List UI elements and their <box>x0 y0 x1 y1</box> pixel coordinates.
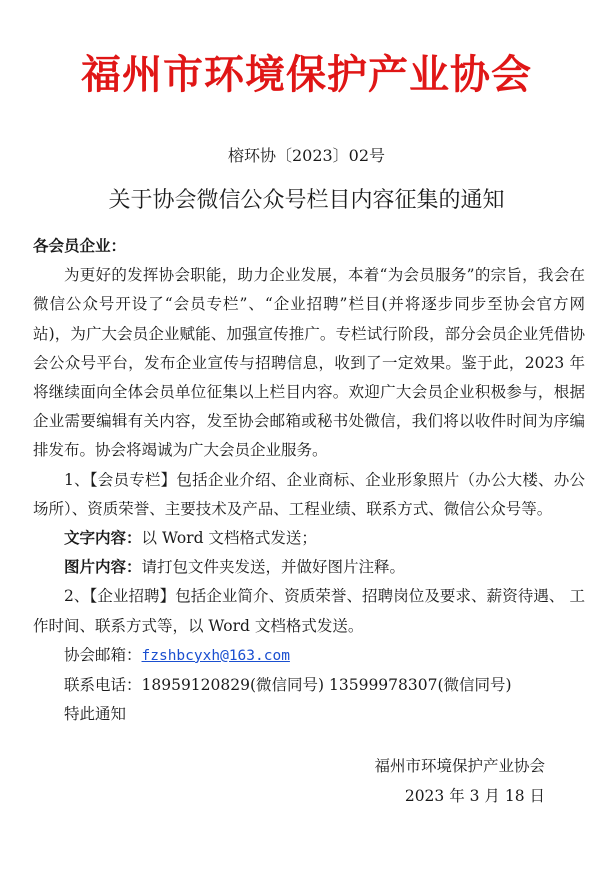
closing-text: 特此通知 <box>64 705 127 724</box>
phone-line: 联系电话：18959120829(微信同号) 13599978307(微信同号) <box>64 676 512 695</box>
signature-org: 福州市环境保护产业协会 <box>374 757 545 775</box>
text-content-value: 以 Word 文档格式发送； <box>141 529 317 548</box>
item-member-column: 1、【会员专栏】包括企业介绍、企业商标、企业形象照片（办公大楼、办公场所）、资质荣誉、主要技术及产品、工程业绩、联系方式、微信公众号等。 <box>33 470 585 518</box>
image-content-label: 图片内容： <box>64 558 142 577</box>
document-number: 榕环协〔2023〕02号 <box>227 146 386 165</box>
image-content-line <box>33 553 585 582</box>
email-link[interactable]: fzshbcyxh@163.com <box>141 647 290 664</box>
email-label: 协会邮箱： <box>64 645 142 664</box>
notice-body <box>33 232 585 729</box>
text-content-label: 文字内容： <box>64 529 142 548</box>
email-line <box>33 641 585 671</box>
paragraph-intro: 为更好的发挥协会职能，助力企业发展，本着“为会员服务”的宗旨，我会在微信公众号开设了“会员专栏”、“企业招聘”栏目(并将逐步同步至协会官方网站)，为广大会员企业赋能、加强宣传推广。专栏试行阶段，部分会员企业凭借协会公众号平台，发布企业宣传与招聘信息，收到了一定效果。鉴于此，2023 年将继续面向全体会员单位征集以上栏目内容。欢迎广大会员企业积极参与，根据企业需要编辑有关内容，发至协会邮箱或秘书处微信，我们将以收件时间为序编排发布。协会将竭诚为广大会员企业服务。 <box>33 266 585 460</box>
signature-date: 2023 年 3 月 18 日 <box>404 787 545 805</box>
notice-title: 关于协会微信公众号栏目内容征集的通知 <box>108 188 505 213</box>
text-content-line <box>33 524 585 553</box>
item-recruitment: 2、【企业招聘】包括企业简介、资质荣誉、招聘岗位及要求、薪资待遇、 工作时间、联系方式等，以 Word 文档格式发送。 <box>33 587 585 635</box>
image-content-value: 请打包文件夹发送，并做好图片注释。 <box>141 558 406 577</box>
salutation: 各会员企业： <box>33 237 127 255</box>
masthead-title: 福州市环境保护产业协会 <box>81 52 532 98</box>
